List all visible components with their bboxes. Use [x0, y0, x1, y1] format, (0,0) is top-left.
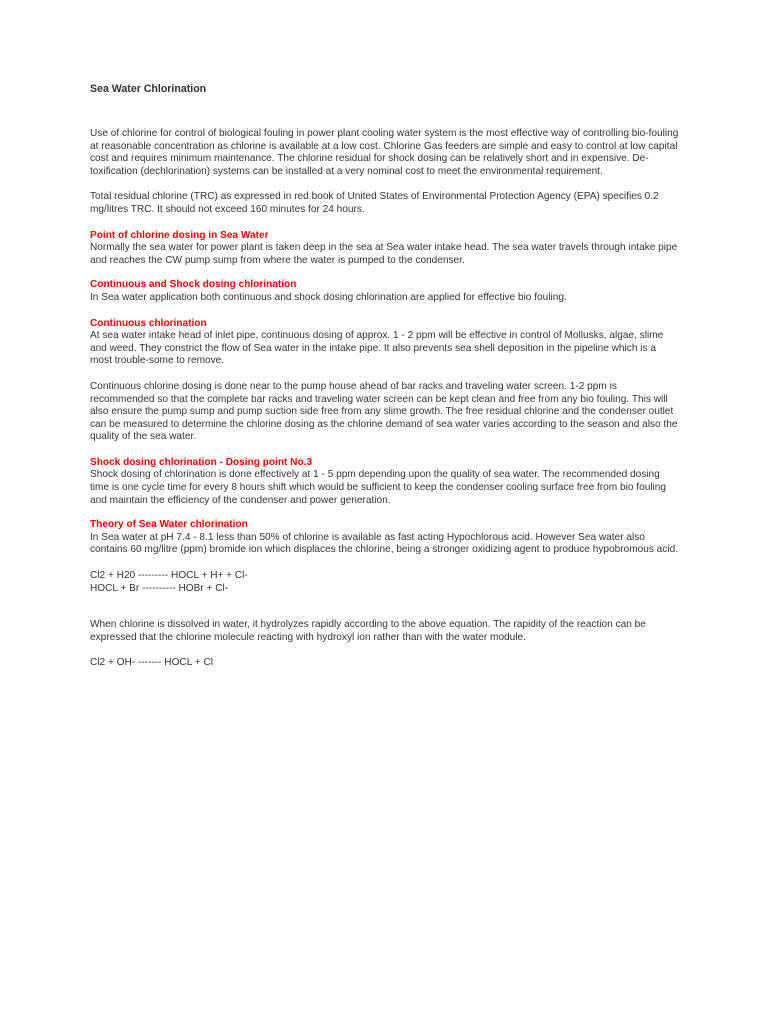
section-heading-continuous-shock: Continuous and Shock dosing chlorination	[90, 279, 297, 291]
section-body-continuous: At sea water intake head of inlet pipe, continuous dosing of approx. 1 - 2 ppm will be effective in control of Mollusks, algae, slime and weed. They constrict the flow of Sea water in the intake pipe. It also prevents sea shell deposition in the pipeline which is a most trouble-some to remove.	[90, 330, 664, 367]
document-page	[90, 82, 680, 670]
section-body-continuous-2: Continuous chlorine dosing is done near to the pump house ahead of bar racks and traveling water screen. 1-2 ppm is recommended so that the complete bar racks and traveling water screen can be kept clean and free from any bio fouling. This will also ensure the pump sump and pump suction side free from any slime growth. The free residual chlorine and the condenser outlet can be measured to determine the chlorine dosing as the chlorine demand of sea water varies according to the season and also the quality of the sea water.	[90, 380, 678, 443]
section-body-dosing-point: Normally the sea water for power plant is taken deep in the sea at Sea water intake head. The sea water travels through intake pipe and reaches the CW pump sump from where the water is pumped to the condenser.	[90, 242, 678, 266]
section-heading-dosing-point: Point of chlorine dosing in Sea Water	[90, 229, 269, 241]
section-body-shock: Shock dosing of chlorination is done effectively at 1 - 5 ppm depending upon the quality of sea water. The recommended dosing time is one cycle time for every 8 hours shift which would be sufficient to keep the condenser cooling surface free from bio fouling and maintain the efficiency of the condenser and power generation.	[90, 469, 667, 506]
intro-paragraph-2: Total residual chlorine (TRC) as expressed in red book of United States of Environmental Protection Agency (EPA) specifies 0.2 mg/litres TRC. It should not exceed 160 minutes for 24 hours.	[90, 191, 659, 215]
equation-2: HOCL + Br ---------- HOBr + Cl-	[90, 582, 229, 594]
section-body-continuous-shock: In Sea water application both continuous and shock dosing chlorination are applied for effective bio fouling.	[90, 291, 567, 303]
hydrolysis-paragraph: When chlorine is dissolved in water, it hydrolyzes rapidly according to the above equation. The rapidity of the reaction can be expressed that the chlorine molecule reacting with hydroxyl ion rather than with the water module.	[90, 619, 646, 643]
equation-3: Cl2 + OH- ------- HOCL + Cl	[90, 657, 213, 669]
document-title: Sea Water Chlorination	[90, 83, 207, 95]
section-body-theory: In Sea water at pH 7.4 - 8.1 less than 50% of chlorine is available as fast acting Hypochlorous acid. However Sea water also contains 60 mg/litre (ppm) bromide ion which displaces the chlorine, being a stronger oxidizing agent to produce hypobromous acid.	[90, 531, 679, 556]
section-heading-continuous: Continuous chlorination	[90, 317, 207, 329]
section-heading-shock: Shock dosing chlorination - Dosing point No.3	[90, 456, 313, 468]
intro-paragraph-1: Use of chlorine for control of biological fouling in power plant cooling water system is the most effective way of controlling bio-fouling at reasonable concentration as chlorine is available at a low cost. Chlorine Gas feeders are simple and easy to control at low capital cost and requires minimum maintenance. The chlorine residual for shock dosing can be relatively short and in expensive. De-toxification (dechlorination) systems can be installed at a very nominal cost to meet the environmental requirement.	[90, 128, 679, 177]
section-heading-theory: Theory of Sea Water chlorination	[90, 519, 248, 531]
equation-1: Cl2 + H20 --------- HOCL + H+ + Cl-	[90, 570, 248, 582]
